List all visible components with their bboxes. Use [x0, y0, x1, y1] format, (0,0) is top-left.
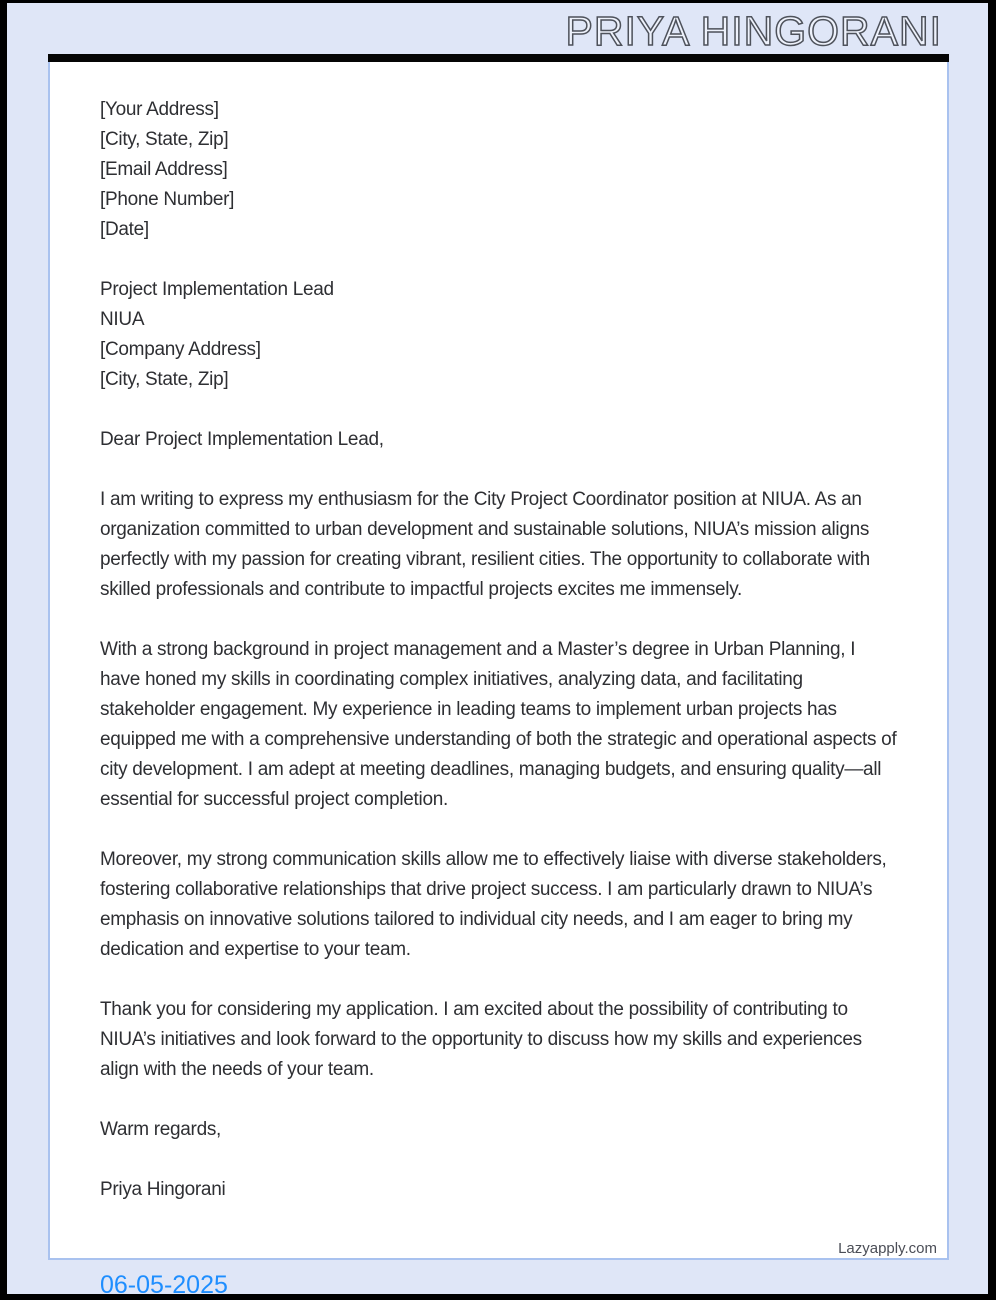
- page-title: PRIYA HINGORANI: [565, 8, 942, 54]
- recipient-line: [Company Address]: [100, 339, 261, 360]
- closing: Warm regards,: [100, 1119, 222, 1140]
- recipient-address-block: [100, 275, 897, 395]
- letter-body: [50, 59, 947, 1258]
- signature: Priya Hingorani: [100, 1179, 226, 1200]
- paragraph-4: Thank you for considering my application. I am excited about the possibility of contributing to NIUA’s initiatives and look forward to the opportunity to discuss how my skills and experiences align with the needs of your team.: [100, 999, 862, 1080]
- recipient-line: NIUA: [100, 309, 145, 330]
- sender-line: [Your Address]: [100, 99, 219, 120]
- sender-line: [Email Address]: [100, 159, 228, 180]
- sender-address-block: [100, 95, 897, 245]
- salutation: Dear Project Implementation Lead,: [100, 429, 384, 450]
- sender-line: [Phone Number]: [100, 189, 235, 210]
- sender-line: [City, State, Zip]: [100, 129, 229, 150]
- letter-page: [48, 57, 949, 1260]
- recipient-line: Project Implementation Lead: [100, 279, 334, 300]
- watermark-text: Lazyapply.com: [838, 1240, 937, 1257]
- paragraph-1: I am writing to express my enthusiasm for the City Project Coordinator position at NIUA. As an organization committed to urban development and sustainable solutions, NIUA’s mission aligns perfectly with my passion for creating vibrant, resilient cities. The opportunity to collaborate with skilled professionals and contribute to impactful projects excites me immensely.: [100, 489, 870, 600]
- date-link[interactable]: 06-05-2025: [100, 1271, 228, 1299]
- recipient-line: [City, State, Zip]: [100, 369, 229, 390]
- header-divider: [48, 54, 949, 62]
- sender-line: [Date]: [100, 219, 149, 240]
- paragraph-3: Moreover, my strong communication skills allow me to effectively liaise with diverse stakeholders, fostering collaborative relationships that drive project success. I am particularly drawn to NIUA’s emphasis on innovative solutions tailored to individual city needs, and I am eager to bring my dedication and expertise to your team.: [100, 849, 887, 960]
- paragraph-2: With a strong background in project management and a Master’s degree in Urban Planning, I have honed my skills in coordinating complex initiatives, analyzing data, and facilitating stakeholder engagement. My experience in leading teams to implement urban projects has equipped me with a comprehensive understanding of both the strategic and operational aspects of city development. I am adept at meeting deadlines, managing budgets, and ensuring quality—all essential for successful project completion.: [100, 639, 897, 810]
